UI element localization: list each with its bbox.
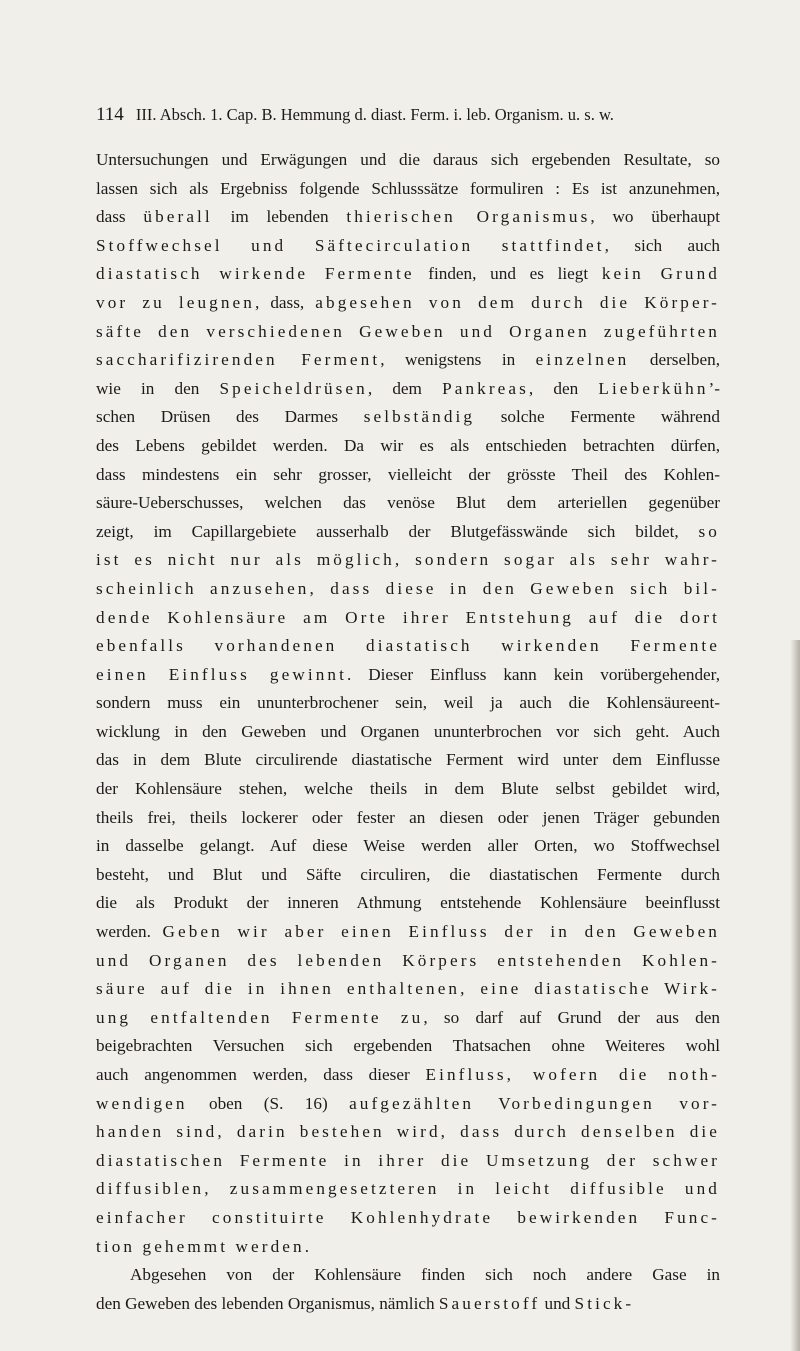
text-line	[96, 604, 720, 633]
text-segment: oben (S. 16)	[187, 1093, 350, 1113]
text-segment: die als Produkt der inneren Athmung entstehende Kohlensäure beeinflusst	[96, 893, 720, 913]
spaced-emphasis: Stoffwechsel und Säftecirculation stattfindet	[96, 235, 605, 255]
spaced-emphasis: säure auf die in ihnen enthaltenen, eine diastatische Wirk-	[96, 979, 720, 999]
spaced-emphasis: so	[698, 521, 720, 541]
body-text	[96, 146, 720, 1318]
text-line	[96, 375, 720, 404]
text-line	[96, 975, 720, 1004]
text-line	[96, 575, 720, 604]
text-line	[96, 318, 720, 347]
text-line	[96, 1204, 720, 1233]
text-segment: , sich auch	[604, 235, 720, 255]
text-line	[96, 1004, 720, 1033]
text-line	[96, 832, 720, 861]
text-segment: schen Drüsen des Darmes	[96, 407, 364, 427]
spaced-emphasis: und Organen des lebenden Körpers entstehenden Kohlen-	[96, 950, 720, 970]
spaced-emphasis: Speicheldrüsen	[219, 378, 368, 398]
spaced-emphasis: säfte den verschiedenen Geweben und Organen zugeführten	[96, 321, 720, 341]
text-segment: den Geweben des lebenden Organismus, nämlich	[96, 1293, 439, 1313]
text-segment: Abgesehen von der Kohlensäure finden sich noch andere Gase in	[130, 1265, 720, 1285]
spaced-emphasis: diastatisch wirkende Fermente	[96, 264, 415, 284]
text-segment: , so darf auf Grund der aus den	[423, 1007, 720, 1027]
text-segment: finden, und es liegt	[414, 264, 602, 284]
text-segment: dass mindestens ein sehr grosser, vielleicht der grösste Theil des Kohlen-	[96, 464, 720, 484]
text-segment: dass	[96, 207, 144, 227]
spaced-emphasis: saccharifizirenden Ferment	[96, 350, 381, 370]
spaced-emphasis: kein Grund	[601, 264, 720, 284]
text-segment: werden.	[96, 922, 163, 942]
text-segment: wicklung in den Geweben und Organen ununterbrochen vor sich geht. Auch	[96, 721, 720, 741]
text-segment: solche Fermente während	[475, 407, 720, 427]
text-segment: , dass,	[254, 292, 316, 312]
text-segment: auch angenommen werden, dass dieser	[96, 1065, 426, 1084]
spaced-emphasis: handen sind, darin bestehen wird, dass durch denselben die	[96, 1122, 720, 1142]
spaced-emphasis: Einfluss, wofern die noth-	[425, 1065, 720, 1084]
spaced-emphasis: einfacher constituirte Kohlenhydrate bewirkenden Func-	[96, 1207, 720, 1227]
spaced-emphasis: scheinlich anzusehen, dass diese in den Geweben sich bil-	[96, 578, 720, 598]
spaced-emphasis: vor zu leugnen	[96, 292, 255, 312]
text-segment: ’-	[708, 378, 720, 398]
text-line	[96, 947, 720, 976]
text-segment: der Kohlensäure stehen, welche theils in dem Blute selbst gebildet wird,	[96, 779, 720, 799]
text-segment: zeigt, im Capillargebiete ausserhalb der Blutgefässwände sich bildet,	[96, 521, 699, 541]
text-segment: theils frei, theils lockerer oder fester an diesen oder jenen Träger gebunden	[96, 807, 720, 827]
text-line	[96, 861, 720, 890]
text-segment: , wo überhaupt	[590, 207, 720, 227]
text-line	[96, 1233, 720, 1262]
text-segment: das in dem Blute circulirende diastatische Ferment wird unter dem Einflusse	[96, 750, 720, 770]
spaced-emphasis: thierischen Organismus	[346, 207, 591, 227]
text-line	[96, 1032, 720, 1061]
text-segment: besteht, und Blut und Säfte circuliren, die diastatischen Fermente durch	[96, 864, 720, 884]
running-header	[96, 104, 716, 126]
text-line	[96, 232, 720, 261]
spaced-emphasis: Pankreas	[442, 378, 529, 398]
text-line	[96, 1175, 720, 1204]
spaced-emphasis: ist es nicht nur als möglich, sondern sogar als sehr wahr-	[96, 550, 720, 570]
spaced-emphasis: überall	[143, 207, 213, 227]
text-line	[96, 1090, 720, 1119]
spaced-emphasis: tion gehemmt werden.	[96, 1236, 313, 1256]
spaced-emphasis: diastatischen Fermente in ihrer die Umsetzung der schwer	[96, 1150, 720, 1170]
text-line	[96, 1118, 720, 1147]
text-segment: lassen sich als Ergebniss folgende Schlusssätze formuliren : Es ist anzunehmen,	[96, 178, 720, 198]
text-line	[96, 146, 720, 175]
text-line	[96, 203, 720, 232]
spaced-emphasis: Sauerstoff	[438, 1293, 541, 1313]
text-segment: des Lebens gebildet werden. Da wir es als entschieden betrachten dürfen,	[96, 435, 720, 455]
text-line	[96, 918, 720, 947]
text-line	[96, 718, 720, 747]
spaced-emphasis: ung entfaltenden Fermente zu	[96, 1007, 424, 1027]
page-edge-shadow	[790, 640, 800, 1351]
text-segment: , dem	[367, 378, 443, 398]
text-segment: in dasselbe gelangt. Auf diese Weise werden aller Orten, wo Stoffwechsel	[96, 836, 720, 856]
spaced-emphasis: wendigen	[96, 1093, 188, 1113]
text-line	[96, 1290, 720, 1319]
spaced-emphasis: einen Einfluss gewinnt	[96, 664, 347, 684]
text-line	[96, 546, 720, 575]
text-line	[96, 175, 720, 204]
spaced-emphasis: diffusiblen, zusammengesetzteren in leicht diffusible und	[96, 1179, 720, 1199]
text-segment: sondern muss ein ununterbrochener sein, weil ja auch die Kohlensäureent-	[96, 693, 720, 713]
text-line	[96, 689, 720, 718]
text-line	[96, 804, 720, 833]
spaced-emphasis: Stick-	[574, 1293, 635, 1313]
text-segment: , wenigstens in	[380, 350, 536, 370]
text-line	[96, 403, 720, 432]
text-segment: , den	[528, 378, 599, 398]
text-line	[96, 1261, 720, 1290]
text-segment: wie in den	[96, 378, 220, 398]
text-line	[96, 260, 720, 289]
text-segment: Untersuchungen und Erwägungen und die daraus sich ergebenden Resultate, so	[96, 150, 720, 169]
running-title: III. Absch. 1. Cap. B. Hemmung d. diast. Ferm. i. leb. Organism. u. s. w.	[135, 105, 614, 124]
spaced-emphasis: ebenfalls vorhandenen diastatisch wirkenden Fermente	[96, 636, 720, 656]
text-line	[96, 746, 720, 775]
text-line	[96, 889, 720, 918]
text-line	[96, 518, 720, 547]
text-line	[96, 1061, 720, 1090]
text-line	[96, 632, 720, 661]
text-line	[96, 489, 720, 518]
text-line	[96, 661, 720, 690]
text-segment: . Dieser Einfluss kann kein vorübergehender,	[346, 664, 720, 684]
text-line	[96, 432, 720, 461]
text-segment: beigebrachten Versuchen sich ergebenden Thatsachen ohne Weiteres wohl	[96, 1036, 720, 1056]
spaced-emphasis: Lieberkühn	[598, 378, 709, 398]
text-line	[96, 775, 720, 804]
spaced-emphasis: aufgezählten Vorbedingungen vor-	[349, 1093, 721, 1113]
spaced-emphasis: einzelnen	[535, 350, 630, 370]
text-segment: derselben,	[629, 350, 720, 370]
text-segment: im lebenden	[212, 207, 347, 227]
spaced-emphasis: abgesehen von dem durch die Körper-	[315, 292, 721, 312]
spaced-emphasis: Geben wir aber einen Einfluss der in den Geweben	[162, 922, 720, 942]
text-line	[96, 289, 720, 318]
text-line	[96, 346, 720, 375]
text-line	[96, 1147, 720, 1176]
text-segment: säure-Ueberschusses, welchen das venöse Blut dem arteriellen gegenüber	[96, 493, 720, 513]
text-segment: und	[540, 1293, 575, 1313]
text-line	[96, 461, 720, 490]
spaced-emphasis: selbständig	[363, 407, 476, 427]
page-number: 114	[96, 104, 124, 125]
spaced-emphasis: dende Kohlensäure am Orte ihrer Entstehung auf die dort	[96, 607, 720, 627]
